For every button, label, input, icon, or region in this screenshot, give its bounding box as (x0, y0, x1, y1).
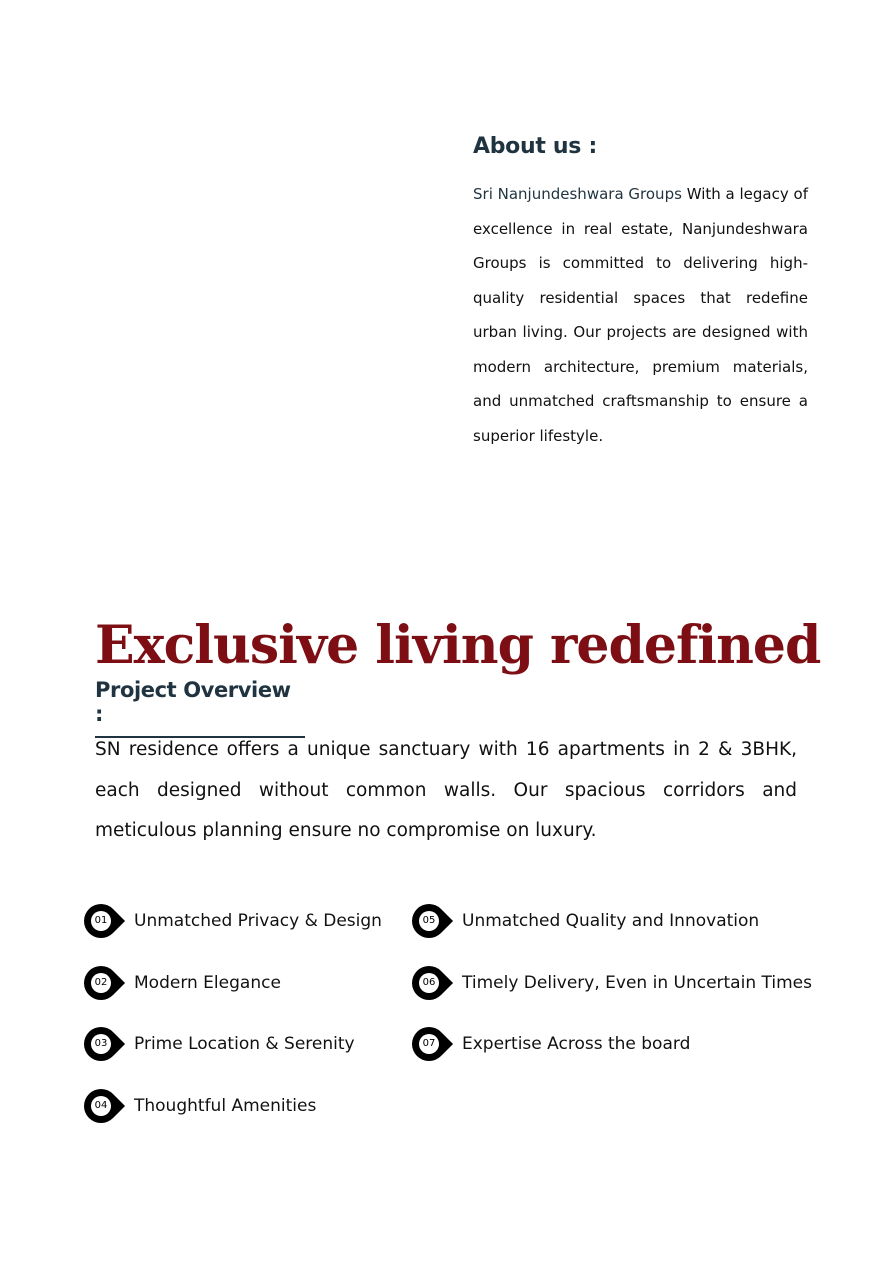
feature-number: 01 (91, 911, 111, 931)
about-section (473, 134, 808, 453)
feature-item (410, 1025, 690, 1063)
feature-item (82, 902, 382, 940)
feature-label: Prime Location & Serenity (134, 1034, 355, 1054)
about-body: With a legacy of excellence in real estate, Nanjundeshwara Groups is committed to delivering high-quality residential spaces that redefine urban living. Our projects are designed with modern architecture, premium materials, and unmatched craftsmanship to ensure a superior lifestyle. (473, 185, 808, 445)
feature-number: 03 (91, 1034, 111, 1054)
brand-name: Sri Nanjundeshwara Groups (473, 185, 682, 203)
overview-heading: Project Overview : (95, 678, 305, 738)
feature-number: 02 (91, 973, 111, 993)
about-text (473, 177, 808, 453)
feature-item (410, 902, 759, 940)
feature-number: 07 (419, 1034, 439, 1054)
feature-item (82, 1087, 316, 1125)
number-badge-icon (82, 1025, 120, 1063)
number-badge-icon (410, 902, 448, 940)
overview-section (95, 678, 305, 738)
about-heading: About us : (473, 134, 597, 159)
feature-item (82, 964, 281, 1002)
feature-number: 05 (419, 911, 439, 931)
number-badge-icon (82, 902, 120, 940)
feature-label: Unmatched Privacy & Design (134, 911, 382, 931)
feature-number: 06 (419, 973, 439, 993)
feature-label: Timely Delivery, Even in Uncertain Times (462, 973, 812, 993)
feature-label: Unmatched Quality and Innovation (462, 911, 760, 931)
feature-item (410, 964, 812, 1002)
number-badge-icon (82, 964, 120, 1002)
number-badge-icon (410, 964, 448, 1002)
feature-label: Thoughtful Amenities (134, 1096, 317, 1116)
feature-label: Modern Elegance (134, 973, 281, 993)
number-badge-icon (410, 1025, 448, 1063)
number-badge-icon (82, 1087, 120, 1125)
overview-text: SN residence offers a unique sanctuary with 16 apartments in 2 & 3BHK, each designed without common walls. Our spacious corridors and meticulous planning ensure no compromise on luxury. (95, 739, 797, 841)
feature-label: Expertise Across the board (462, 1034, 691, 1054)
feature-item (82, 1025, 355, 1063)
page-title: Exclusive living redefined (95, 614, 821, 676)
feature-number: 04 (91, 1096, 111, 1116)
